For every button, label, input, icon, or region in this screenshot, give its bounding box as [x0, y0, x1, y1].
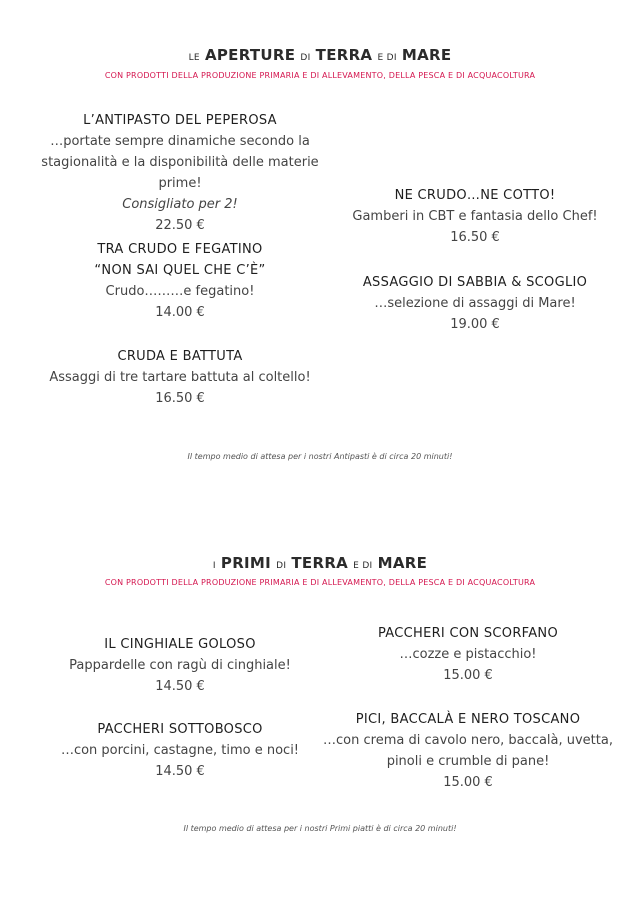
- dish-name: “NON SAI QUEL CHE C’È”: [94, 263, 266, 278]
- dish-description: Assaggi di tre tartare battuta al coltello!: [49, 370, 311, 385]
- title-word: TERRA: [291, 554, 349, 572]
- title-word: TERRA: [315, 46, 373, 64]
- dish-description: …selezione di assaggi di Mare!: [374, 296, 576, 311]
- dish-note: Consigliato per 2!: [122, 197, 238, 212]
- dish-price: 15.00 €: [443, 775, 493, 790]
- title-word: DI: [300, 53, 311, 63]
- dish-description: Pappardelle con ragù di cinghiale!: [69, 658, 291, 673]
- section-subtitle: CON PRODOTTI DELLA PRODUZIONE PRIMARIA E DI ALLEVAMENTO, DELLA PESCA E DI ACQUACOLTURA: [104, 578, 536, 587]
- dish-name: PACCHERI SOTTOBOSCO: [97, 722, 263, 737]
- dish-price: 14.50 €: [155, 764, 205, 779]
- dish-description: pinoli e crumble di pane!: [386, 754, 550, 769]
- dish-name: CRUDA E BATTUTA: [117, 349, 243, 364]
- title-word: DI: [276, 561, 287, 571]
- wait-time-note: Il tempo medio di attesa per i nostri Antipasti è di circa 20 minuti!: [187, 452, 453, 461]
- section-subtitle: CON PRODOTTI DELLA PRODUZIONE PRIMARIA E DI ALLEVAMENTO, DELLA PESCA E DI ACQUACOLTURA: [104, 71, 536, 80]
- dish-price: 15.00 €: [443, 668, 493, 683]
- title-word: E DI: [377, 53, 397, 63]
- dish-name: PACCHERI CON SCORFANO: [377, 626, 558, 641]
- menu-item: [30, 239, 330, 323]
- title-word: PRIMI: [220, 554, 272, 572]
- menu-item: [310, 623, 626, 686]
- menu-item: [330, 272, 620, 335]
- dish-name: PICI, BACCALÀ E NERO TOSCANO: [355, 712, 581, 727]
- dish-description: …cozze e pistacchio!: [399, 647, 537, 662]
- dish-name: ASSAGGIO DI SABBIA & SCOGLIO: [362, 275, 588, 290]
- menu-item: [310, 709, 626, 793]
- title-word: MARE: [377, 554, 428, 572]
- dish-price: 14.00 €: [155, 305, 205, 320]
- menu-item: [30, 110, 330, 236]
- menu-item: [330, 185, 620, 248]
- wait-time-note: Il tempo medio di attesa per i nostri Primi piatti è di circa 20 minuti!: [183, 824, 457, 833]
- title-word: APERTURE: [204, 46, 296, 64]
- dish-name: TRA CRUDO E FEGATINO: [97, 242, 263, 257]
- menu-item: [30, 346, 330, 409]
- dish-description: Crudo………e fegatino!: [105, 284, 255, 299]
- dish-name: NE CRUDO…NE COTTO!: [394, 188, 556, 203]
- title-word: LE: [188, 53, 200, 63]
- title-word: I: [212, 561, 216, 571]
- dish-description: stagionalità e la disponibilità delle materie prime!: [41, 155, 319, 191]
- dish-price: 16.50 €: [450, 230, 500, 245]
- dish-description: …portate sempre dinamiche secondo la: [50, 134, 310, 149]
- menu-item: [30, 719, 330, 782]
- dish-name: L’ANTIPASTO DEL PEPEROSA: [83, 113, 277, 128]
- menu-item: [30, 634, 330, 697]
- dish-description: …con porcini, castagne, timo e noci!: [60, 743, 300, 758]
- dish-price: 16.50 €: [155, 391, 205, 406]
- dish-price: 19.00 €: [450, 317, 500, 332]
- dish-name: IL CINGHIALE GOLOSO: [104, 637, 256, 652]
- dish-description: …con crema di cavolo nero, baccalà, uvetta,: [323, 733, 613, 748]
- dish-price: 22.50 €: [155, 218, 205, 233]
- dish-description: Gamberi in CBT e fantasia dello Chef!: [352, 209, 598, 224]
- title-word: MARE: [401, 46, 452, 64]
- section-title-primi: [0, 554, 640, 572]
- title-word: E DI: [353, 561, 373, 571]
- dish-price: 14.50 €: [155, 679, 205, 694]
- section-title-antipasti: [0, 46, 640, 64]
